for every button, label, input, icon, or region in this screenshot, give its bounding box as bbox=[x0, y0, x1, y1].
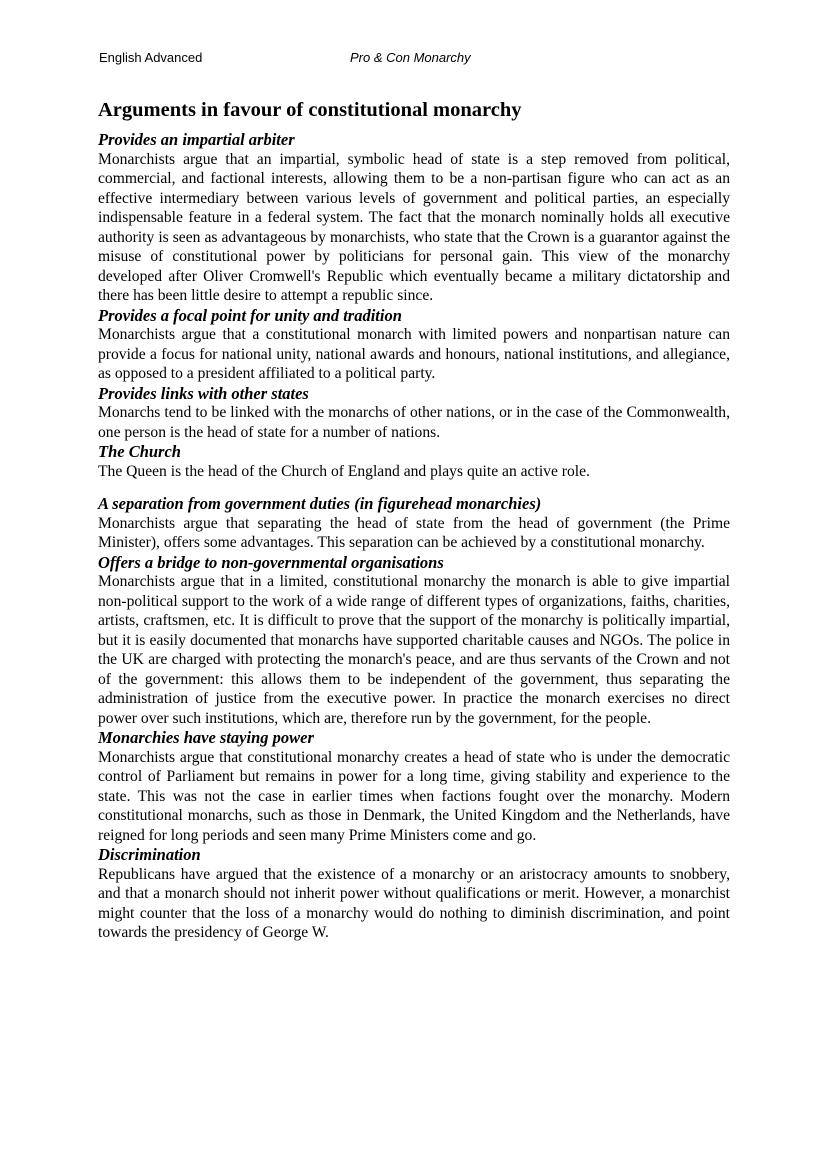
section-body: Monarchists argue that in a limited, constitutional monarchy the monarch is able to give impartial non-political support to the work of a wide range of different types of organizations, faiths, charities, artists, craftsmen, etc. It is difficult to prove that the support of the monarchy is politically impartial, but it is easily documented that monarchs have supported charitable causes and NGOs. The police in the UK are charged with protecting the monarch's peace, and are thus servants of the Crown and not of the government: this allows them to be independent of the government, thus separating the administration of justice from the executive power. In practice the monarch exercises no direct power over such institutions, which are, therefore run by the government, for the people. bbox=[98, 573, 730, 727]
header-document-title: Pro & Con Monarchy bbox=[350, 50, 471, 65]
header-course-name: English Advanced bbox=[99, 50, 203, 65]
section-body: Republicans have argued that the existence of a monarchy or an aristocracy amounts to snobbery, and that a monarch should not inherit power without qualifications or merit. However, a monarchist might counter that the loss of a monarchy would do nothing to diminish discrimination, and point towards the presidency of George W. bbox=[98, 865, 730, 941]
section-body: Monarchs tend to be linked with the monarchs of other nations, or in the case of the Commonwealth, one person is the head of state for a number of nations. bbox=[98, 404, 730, 441]
section-heading: Offers a bridge to non-governmental organisations bbox=[98, 552, 444, 572]
section-focal-point bbox=[98, 306, 730, 384]
section-links-other-states bbox=[98, 384, 730, 443]
section-impartial-arbiter bbox=[98, 130, 730, 306]
section-bridge-ngos bbox=[98, 553, 730, 729]
page-title: Arguments in favour of constitutional monarchy bbox=[98, 99, 522, 121]
section-the-church bbox=[98, 442, 730, 481]
section-spacer bbox=[98, 481, 730, 494]
section-staying-power bbox=[98, 728, 730, 845]
section-body: Monarchists argue that a constitutional monarch with limited powers and nonpartisan nature can provide a focus for national unity, national awards and honours, national institutions, and allegiance, as opposed to a president affiliated to a political party. bbox=[98, 326, 730, 382]
section-heading: Discrimination bbox=[98, 845, 201, 864]
section-body: The Queen is the head of the Church of England and plays quite an active role. bbox=[98, 462, 590, 480]
section-body: Monarchists argue that constitutional monarchy creates a head of state who is under the democratic control of Parliament but remains in power for a long time, giving stability and experience to the state. This was not the case in earlier times when factions fought over the monarchy. Modern constitutional monarchs, such as those in Denmark, the United Kingdom and the Netherlands, have reigned for long periods and seen many Prime Ministers come and go. bbox=[98, 748, 730, 844]
section-body: Monarchists argue that an impartial, symbolic head of state is a step removed from political, commercial, and factional interests, allowing them to be a non-partisan figure who can act as an effective intermediary between various levels of government and political parties, an especially indispensable feature in a federal system. The fact that the monarch nominally holds all executive authority is seen as advantageous by monarchists, who state that the Crown is a guarantor against the misuse of constitutional power by politicians for personal gain. This view of the monarchy developed after Oliver Cromwell's Republic which eventually became a military dictatorship and there has been little desire to attempt a republic since. bbox=[98, 150, 730, 304]
section-discrimination bbox=[98, 845, 730, 943]
section-heading: Provides links with other states bbox=[98, 383, 309, 403]
section-heading: The Church bbox=[98, 442, 181, 461]
document-content bbox=[98, 96, 730, 943]
section-heading: A separation from government duties (in figurehead monarchies) bbox=[98, 494, 542, 513]
section-heading: Provides a focal point for unity and tradition bbox=[98, 305, 402, 325]
section-separation-government bbox=[98, 494, 730, 553]
section-heading: Monarchies have staying power bbox=[98, 728, 314, 747]
section-body: Monarchists argue that separating the head of state from the head of government (the Prime Minister), offers some advantages. This separation can be achieved by a constitutional monarchy. bbox=[98, 514, 730, 551]
section-heading: Provides an impartial arbiter bbox=[98, 130, 295, 149]
